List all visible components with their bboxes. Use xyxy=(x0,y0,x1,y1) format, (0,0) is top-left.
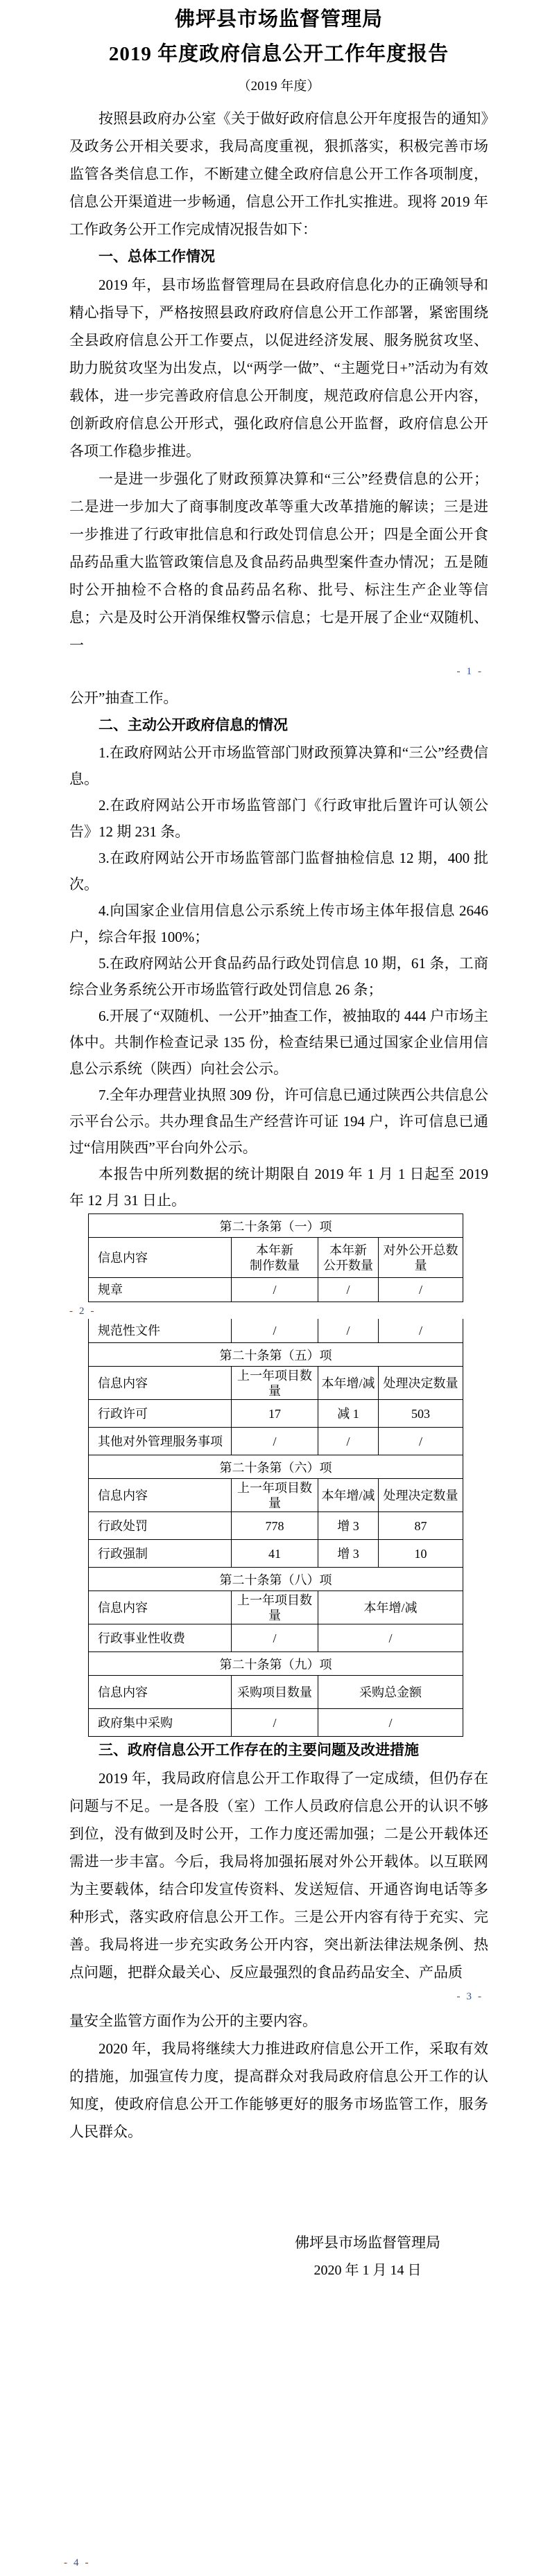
table-cell: / xyxy=(232,1709,318,1736)
table-header-cell: 信息内容 xyxy=(89,1479,232,1512)
table-cell: 87 xyxy=(414,1518,427,1533)
table-header-line: 本年新 xyxy=(256,1243,293,1257)
table-cell: / xyxy=(318,1428,379,1455)
table-cell: / xyxy=(232,1319,318,1342)
table-section-row-item5 xyxy=(89,1343,463,1367)
table-cell: / xyxy=(318,1278,379,1302)
page-number-dash: - xyxy=(456,1991,462,2002)
table-header-cell: 处理决定数量 xyxy=(383,1376,458,1390)
table-cell: 503 xyxy=(411,1406,430,1421)
table-cell: 行政处罚 xyxy=(89,1512,232,1539)
table-row xyxy=(89,1540,463,1568)
table-header-row xyxy=(89,1479,463,1512)
table-section-title: 第二十条第（五）项 xyxy=(219,1348,332,1363)
section2-item-6: 6.开展了“双随机、一公开”抽查工作，被抽取的 444 户市场主体中。共制作检查记录 135 份，检查结果已通过国家企业信用信息公示系统（陕西）向社会公示。 xyxy=(69,1008,488,1077)
table-section-title: 第二十条第（六）项 xyxy=(219,1460,332,1475)
table-cell: / xyxy=(318,1319,379,1342)
table-header-row xyxy=(89,1676,463,1709)
section1-heading: 一、总体工作情况 xyxy=(98,249,215,265)
statistics-table-segment-1 xyxy=(88,1213,463,1302)
table-cell: 17 xyxy=(232,1400,318,1427)
section1-paragraph-2-continued: 公开”抽查工作。 xyxy=(69,690,178,706)
table-header-row xyxy=(89,1591,463,1624)
table-section-row-item1 xyxy=(89,1214,463,1238)
table-cell: / xyxy=(232,1624,318,1651)
page-number-1 xyxy=(69,659,488,684)
document-content xyxy=(69,0,488,2284)
section2-item-2: 2.在政府网站公开市场监管部门《行政审批后置许可认领公告》12 期 231 条。 xyxy=(69,797,488,840)
table-cell: 其他对外管理服务事项 xyxy=(89,1428,232,1455)
table-header-cell: 采购项目数量 xyxy=(232,1676,318,1708)
section3-paragraph-1-continued: 量安全监管方面作为公开的主要内容。 xyxy=(69,2013,317,2029)
table-section-row-item8 xyxy=(89,1568,463,1591)
page-number-digit: 4 xyxy=(74,2557,80,2568)
table-header-cell: 处理决定数量 xyxy=(383,1488,458,1502)
table-section-row-item6 xyxy=(89,1455,463,1479)
table-cell: 政府集中采购 xyxy=(89,1709,232,1736)
table-cell: 规范性文件 xyxy=(89,1319,232,1342)
table-section-title: 第二十条第（九）项 xyxy=(219,1657,332,1672)
section2-item-3: 3.在政府网站公开市场监管部门监督抽检信息 12 期，400 批次。 xyxy=(69,850,488,893)
table-header-line: 制作数量 xyxy=(250,1258,300,1272)
table-header-cell: 上一年项目数量 xyxy=(232,1479,318,1512)
table-row xyxy=(89,1278,463,1302)
table-cell: / xyxy=(418,1434,422,1448)
page-number-3 xyxy=(69,1986,488,2007)
section3-paragraph-1: 2019 年，我局政府信息公开工作取得了一定成绩，但仍存在问题与不足。一是各股（室）工作人员政府信息公开的认识不够到位，没有做到及时公开，工作力度还需加强；二是公开载体还需进一步丰富。今后，我局将加强拓展对外公开载体。以互联网为主要载体，结合印发宣传资料、发送短信、开通咨询电话等多种形式，落实政府信息公开工作。三是公开内容有待于充实、完善。我局将进一步充实政务公开内容，突出新法律法规条例、热点问题，把群众最关心、反应最强烈的食品药品安全、产品质 xyxy=(69,1770,488,1981)
table-row xyxy=(89,1624,463,1652)
section2-heading: 二、主动公开政府信息的情况 xyxy=(98,717,288,733)
table-cell: 41 xyxy=(232,1540,318,1567)
table-cell: 778 xyxy=(232,1512,318,1539)
table-cell: 10 xyxy=(414,1546,427,1561)
table-header-row xyxy=(89,1367,463,1400)
table-header-cell: 本年增/减 xyxy=(363,1600,418,1615)
table-header-cell: 信息内容 xyxy=(89,1367,232,1399)
page-number-dash: - xyxy=(85,2557,90,2568)
section2-item-4: 4.向国家企业信用信息公示系统上传市场主体年报信息 2646 户，综合年报 100%； xyxy=(69,902,488,945)
table-header-line: 公开数量 xyxy=(323,1258,373,1272)
section2-item-5: 5.在政府网站公开食品药品行政处罚信息 10 期，61 条，工商综合业务系统公开市场监管行政处罚信息 26 条； xyxy=(69,955,488,998)
page-number-4 xyxy=(64,2556,90,2570)
page-number-digit: 1 xyxy=(466,666,473,677)
table-cell: 规章 xyxy=(89,1278,232,1302)
table-header-cell: 信息内容 xyxy=(89,1676,232,1708)
table-section-row-item9 xyxy=(89,1652,463,1676)
table-header-cell: 信息内容 xyxy=(89,1238,232,1277)
signature-organization: 佛坪县市场监督管理局 xyxy=(295,2234,440,2251)
table-cell: / xyxy=(418,1283,422,1297)
doc-title-line2: 2019 年度政府信息公开工作年度报告 xyxy=(108,43,449,65)
signature-date: 2020 年 1 月 14 日 xyxy=(313,2263,422,2278)
table-cell: / xyxy=(418,1324,422,1338)
table-cell: 行政强制 xyxy=(89,1540,232,1567)
table-row xyxy=(89,1319,463,1343)
table-header-cell: 对外公开总数量 xyxy=(383,1243,458,1272)
section2-item-1: 1.在政府网站公开市场监管部门财政预算决算和“三公”经费信息。 xyxy=(69,744,488,787)
table-row xyxy=(89,1709,463,1737)
table-cell: / xyxy=(232,1428,318,1455)
intro-paragraph: 按照县政府办公室《关于做好政府信息公开年度报告的通知》及政务公开相关要求，我局高度重视，狠抓落实，积极完善市场监管各类信息工作，不断建立健全政府信息公开工作各项制度，信息公开渠道进一步畅通，信息公开工作扎实推进。现将 2019 年工作政务公开工作完成情况报告如下： xyxy=(69,110,488,238)
page-number-dash: - xyxy=(90,1306,96,1317)
section2-item-7: 7.全年办理营业执照 309 份，许可信息已通过陕西公共信息公示平台公示。共办理食品生产经营许可证 194 户，许可信息已通过“信用陕西”平台向外公示。 xyxy=(69,1087,488,1156)
table-header-cell: 上一年项目数量 xyxy=(232,1591,318,1624)
table-header-line: 本年新 xyxy=(329,1243,367,1257)
table-cell: 行政许可 xyxy=(89,1400,232,1427)
table-cell: 行政事业性收费 xyxy=(89,1624,232,1651)
statistics-period-note: 本报告中所列数据的统计期限自 2019 年 1 月 1 日起至 2019 年 12 月 31 日止。 xyxy=(69,1166,488,1209)
page-number-2 xyxy=(69,1302,488,1319)
section1-paragraph-1: 2019 年，县市场监督管理局在县政府信息化办的正确领导和精心指导下，严格按照县政府政府信息公开工作部署，紧密围绕全县政府信息公开工作要点，以促进经济发展、服务脱贫攻坚、助力脱贫攻坚为出发点，以“两学一做”、“主题党日+”活动为有效载体，进一步完善政府信息公开制度，规范政府信息公开内容，创新政府信息公开形式，强化政府信息公开监督，政府信息公开各项工作稳步推进。 xyxy=(69,277,488,459)
signature-block xyxy=(293,2229,442,2284)
table-cell: 减 1 xyxy=(318,1400,379,1427)
table-header-cell: 本年增/减 xyxy=(318,1367,379,1399)
section3-paragraph-2: 2020 年，我局将继续大力推进政府信息公开工作，采取有效的措施，加强宣传力度，提高群众对我局政府信息公开工作的认知度，使政府信息公开工作能够更好的服务市场监管工作，服务人民群众。 xyxy=(69,2040,488,2140)
section1-paragraph-2: 一是进一步强化了财政预算决算和“三公”经费信息的公开；二是进一步加大了商事制度改革等重大改革措施的解读；三是进一步推进了行政审批信息和行政处罚信息公开；四是全面公开食品药品重大监管政策信息及食品药品典型案件查办情况；五是随时公开抽检不合格的食品药品名称、批号、标注生产企业等信息；六是及时公开消保维权警示信息；七是开展了企业“双随机、一 xyxy=(69,471,488,654)
statistics-table-segment-2 xyxy=(88,1319,463,1737)
table-cell: 增 3 xyxy=(318,1540,379,1567)
table-header-cell: 本年增/减 xyxy=(318,1479,379,1512)
table-header-cell: 采购总金额 xyxy=(359,1685,422,1699)
table-header-cell: 信息内容 xyxy=(89,1591,232,1624)
table-cell: / xyxy=(232,1278,318,1302)
section3-heading: 三、政府信息公开工作存在的主要问题及改进措施 xyxy=(98,1742,419,1758)
table-section-title: 第二十条第（八）项 xyxy=(219,1572,332,1587)
table-header-cell xyxy=(318,1238,379,1277)
page-number-dash: - xyxy=(64,2557,69,2568)
table-cell: / xyxy=(388,1631,393,1645)
doc-title-line1: 佛坪县市场监督管理局 xyxy=(174,8,383,30)
table-header-cell: 上一年项目数量 xyxy=(232,1367,318,1399)
table-section-title: 第二十条第（一）项 xyxy=(219,1219,332,1234)
page-number-dash: - xyxy=(478,1991,483,2002)
table-cell: 增 3 xyxy=(318,1512,379,1539)
table-row xyxy=(89,1428,463,1455)
doc-subtitle: （2019 年度） xyxy=(237,79,320,94)
table-header-row xyxy=(89,1238,463,1278)
page-number-dash: - xyxy=(456,666,462,677)
table-row xyxy=(89,1512,463,1540)
page-number-dash: - xyxy=(69,1306,74,1317)
table-cell: / xyxy=(388,1715,393,1730)
page-number-digit: 3 xyxy=(466,1991,473,2002)
table-header-cell xyxy=(232,1238,318,1277)
table-row xyxy=(89,1400,463,1428)
page-number-digit: 2 xyxy=(79,1306,86,1317)
page-number-dash: - xyxy=(478,666,483,677)
